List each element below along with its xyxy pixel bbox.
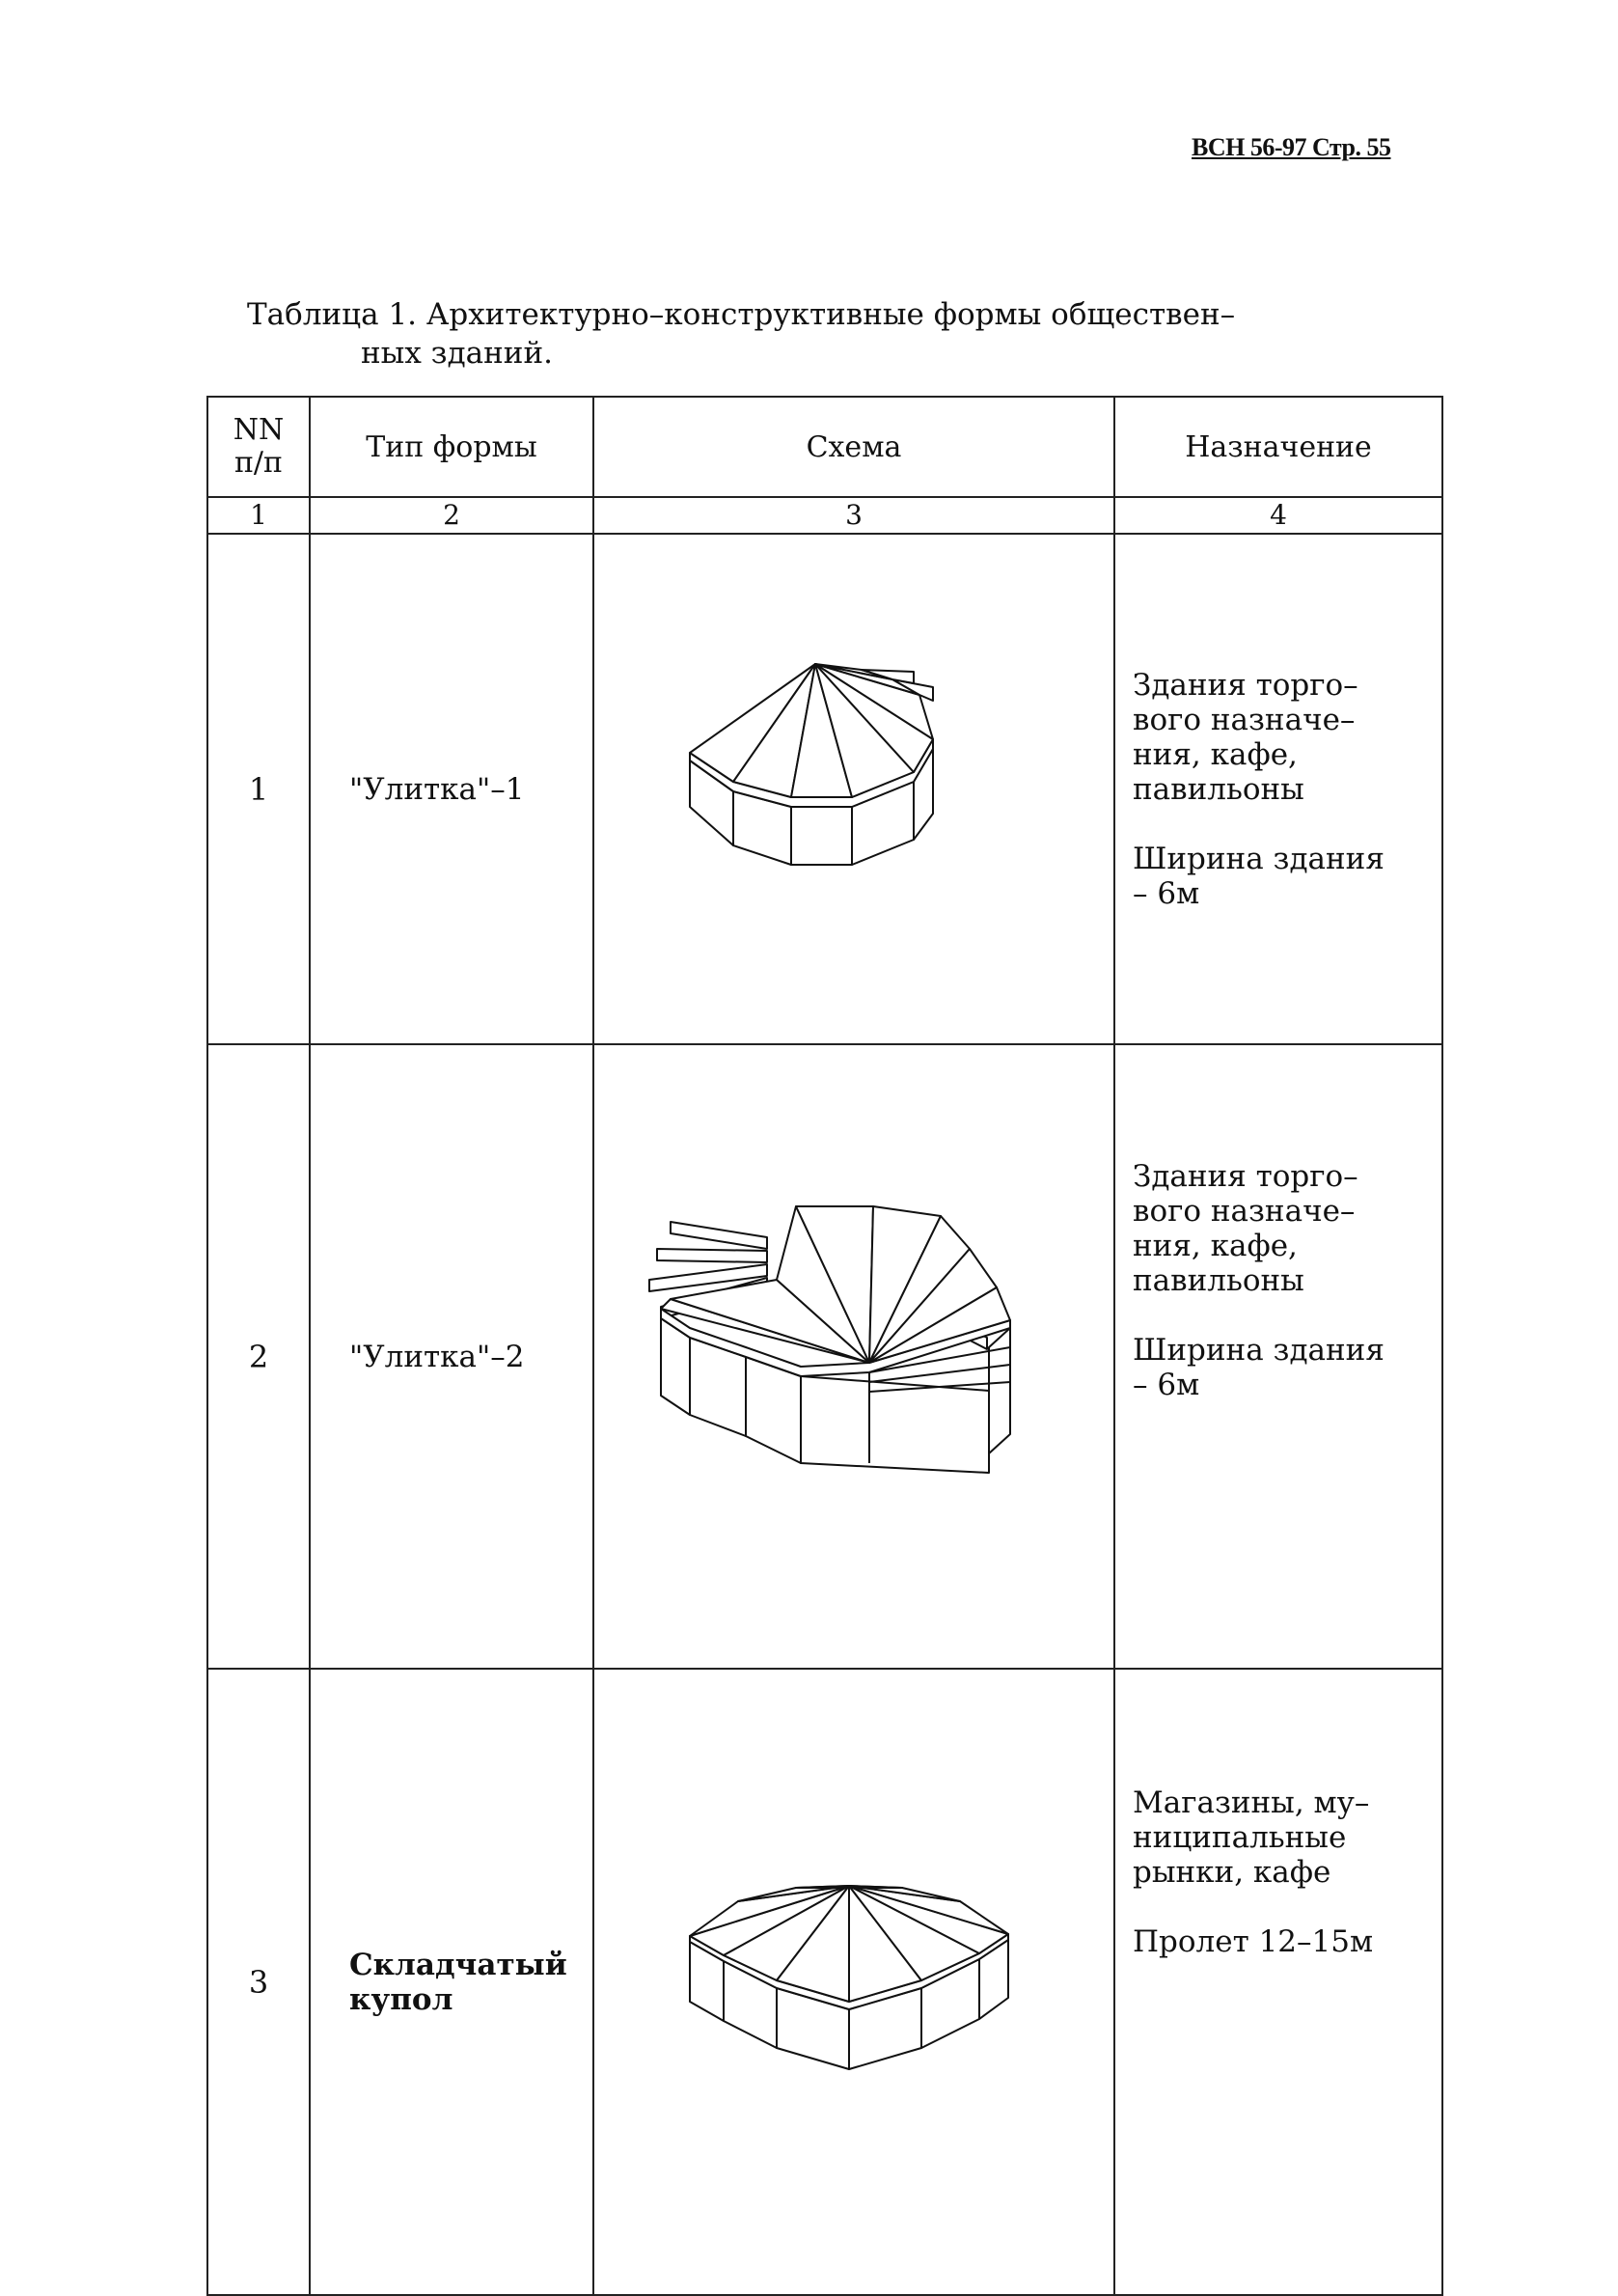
row-purpose [1114,1669,1442,2295]
row-number: 3 [207,1669,310,2295]
column-number: 1 [207,497,310,534]
header-purpose: Назначение [1114,397,1442,497]
row-schema [593,1669,1114,2295]
column-number: 4 [1114,497,1442,534]
row-purpose [1114,1044,1442,1669]
architectural-forms-table [206,396,1443,2296]
table-caption-line-2: ных зданий. [361,336,553,371]
table-header-row [207,397,1442,497]
header-number: NN п/п [207,397,310,497]
table-row [207,1669,1442,2295]
purpose-text: Здания торго– вого назначе– ния, кафе, павильоны [1133,1159,1358,1298]
header-form-type: Тип формы [310,397,593,497]
size-text: Ширина здания – 6м [1133,1333,1385,1402]
table-row [207,1044,1442,1669]
column-number: 2 [310,497,593,534]
row-number: 2 [207,1044,310,1669]
column-number-row [207,497,1442,534]
snail-2-building-icon [632,1203,1076,1511]
row-form-type: "Улитка"–2 [310,1044,593,1669]
row-form-type: Складчатый купол [310,1669,593,2295]
header-schema: Схема [593,397,1114,497]
table-caption [247,295,1235,373]
row-form-type: "Улитка"–1 [310,534,593,1044]
purpose-text: Магазины, му– ниципальные рынки, кафе [1133,1785,1370,1890]
table-caption-line-1: Таблица 1. Архитектурно–конструктивные формы обществен– [247,297,1236,332]
purpose-text: Здания торго– вого назначе– ния, кафе, павильоны [1133,667,1358,807]
column-number: 3 [593,497,1114,534]
size-text: Пролет 12–15м [1133,1924,1374,1959]
table-row [207,534,1442,1044]
row-purpose [1114,534,1442,1044]
size-text: Ширина здания – 6м [1133,841,1385,911]
row-schema [593,1044,1114,1669]
row-number: 1 [207,534,310,1044]
document-header: ВСН 56-97 Стр. 55 [1192,133,1391,161]
folded-dome-building-icon [671,1867,1037,2098]
snail-1-building-icon [661,645,1047,934]
row-schema [593,534,1114,1044]
